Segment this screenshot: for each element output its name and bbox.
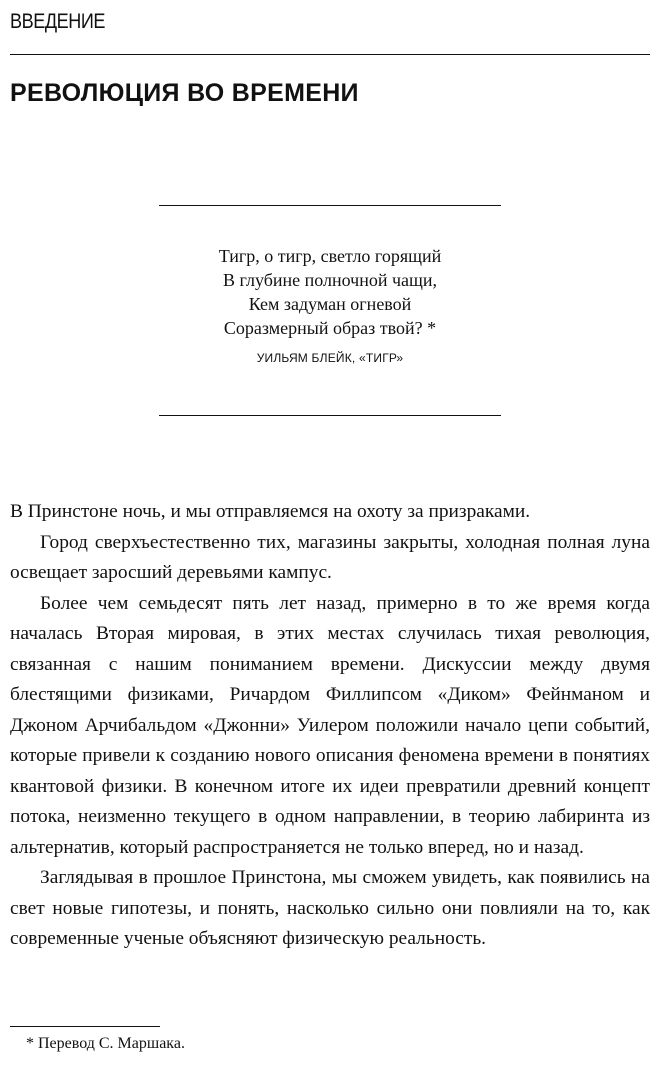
paragraph: В Принстоне ночь, и мы отправляемся на охоту за призраками. — [10, 501, 531, 522]
epigraph-line: В глубине полночной чащи, — [222, 270, 438, 290]
chapter-title: РЕВОЛЮЦИЯ ВО ВРЕМЕНИ — [10, 79, 359, 107]
epigraph-line: Соразмерный образ твой? * — [223, 318, 437, 338]
epigraph-top-rule — [159, 205, 501, 206]
footnote: * Перевод С. Маршака. — [26, 1035, 185, 1052]
epigraph-attribution: УИЛЬЯМ БЛЕЙК, «ТИГР» — [256, 351, 404, 365]
paragraph: Город сверхъестественно тих, магазины закрыты, холодная полная луна освещает заросший деревьями кампус. — [10, 531, 650, 583]
epigraph-line: Кем задуман огневой — [248, 294, 412, 314]
epigraph-line: Тигр, о тигр, светло горящий — [218, 246, 442, 266]
epigraph — [159, 244, 501, 366]
epigraph-bottom-rule — [159, 415, 501, 416]
running-head: ВВЕДЕНИЕ — [10, 10, 106, 33]
header-rule — [10, 54, 650, 55]
footnote-rule — [10, 1026, 160, 1027]
paragraph: Более чем семьдесят пять лет назад, примерно в то же время когда началась Вторая мировая, в этих местах случилась тихая революция, связанная с нашим пониманием времени. Дискуссии между двумя блестящими физиками, Ричардом Филлипсом «Диком» Фейнманом и Джоном Арчибальдом «Джонни» Уилером положили начало цепи событий, которые привели к созданию нового описания феномена времени в понятиях квантовой физики. В конечном итоге их идеи превратили древний концепт потока, неизменно текущего в одном направлении, в теорию лабиринта из альтернатив, который распространяется не только вперед, но и назад. — [10, 592, 650, 858]
body-text — [10, 497, 650, 955]
paragraph: Заглядывая в прошлое Принстона, мы сможем увидеть, как появились на свет новые гипотезы, и понять, насколько сильно они повлияли на то, как современные ученые объясняют физическую реальность. — [10, 867, 650, 949]
